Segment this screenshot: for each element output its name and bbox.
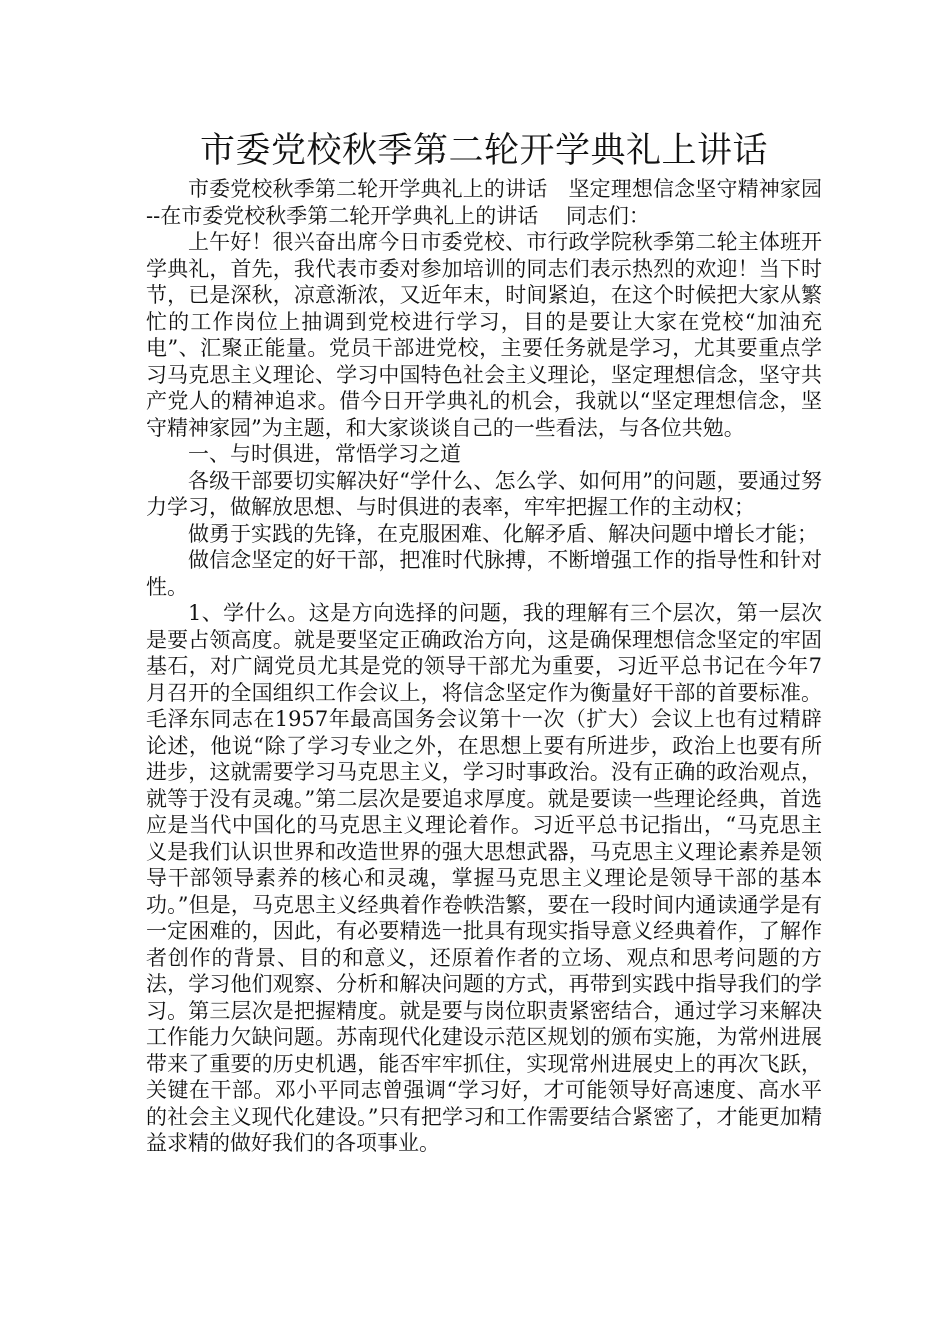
greeting-paragraph: 上午好！很兴奋出席今日市委党校、市行政学院秋季第二轮主体班开学典礼，首先，我代表市委对参加培训的同志们表示热烈的欢迎！当下时节，已是深秋，凉意渐浓，又近年末，时间紧迫，在这个时候把大家从繁忙的工作岗位上抽调到党校进行学习，目的是要让大家在党校“加油充电”、汇聚正能量。党员干部进党校，主要任务就是学习，尤其要重点学习马克思主义理论、学习中国特色社会主义理论，坚定理想信念，坚守共产党人的精神追求。借今日开学典礼的机会，我就以“坚定理想信念，坚守精神家园”为主题，和大家谈谈自己的一些看法，与各位共勉。 xyxy=(146,230,822,440)
intro-paragraph: 市委党校秋季第二轮开学典礼上的讲话 坚定理想信念坚守精神家园 --在市委党校秋季第二轮开学典礼上的讲话 同志们： xyxy=(146,177,822,228)
body-paragraph: 做信念坚定的好干部，把准时代脉搏，不断增强工作的指导性和针对性。 xyxy=(146,548,822,599)
document-title: 市委党校秋季第二轮开学典礼上讲话 xyxy=(199,131,768,171)
section-heading: 一、与时俱进，常悟学习之道 xyxy=(188,442,461,466)
body-paragraph: 各级干部要切实解决好“学什么、怎么学、如何用”的问题，要通过努力学习，做解放思想、与时俱进的表率，牢牢把握工作的主动权； xyxy=(146,468,822,519)
body-paragraph: 做勇于实践的先锋，在克服困难、化解矛盾、解决问题中增长才能； xyxy=(188,521,818,546)
document-page xyxy=(146,126,822,1157)
body-paragraph: 1、学什么。这是方向选择的问题，我的理解有三个层次，第一层次是要占领高度。就是要坚定正确政治方向，这是确保理想信念坚定的牢固基石，对广阔党员尤其是党的领导干部尤为重要，习近平总书记在今年7月召开的全国组织工作会议上，将信念坚定作为衡量好干部的首要标准。毛泽东同志在1957年最高国务会议第十一次（扩大）会议上也有过精辟论述，他说“除了学习专业之外，在思想上要有所进步，政治上也要有所进步，这就需要学习马克思主义，学习时事政治。没有正确的政治观点，就等于没有灵魂。”第二层次是要追求厚度。就是要读一些理论经典，首选应是当代中国化的马克思主义理论着作。习近平总书记指出，“马克思主义是我们认识世界和改造世界的强大思想武器，马克思主义理论素养是领导干部领导素养的核心和灵魂，掌握马克思主义理论是领导干部的基本功。”但是，马克思主义经典着作卷帙浩繁，要在一段时间内通读通学是有一定困难的，因此，有必要精选一批具有现实指导意义经典着作，了解作者创作的背景、目的和意义，还原着作者的立场、观点和思考问题的方法，学习他们观察、分析和解决问题的方式，再带到实践中指导我们的学习。第三层次是把握精度。就是要与岗位职责紧密结合，通过学习来解决工作能力欠缺问题。苏南现代化建设示范区规划的颁布实施，为常州进展带来了重要的历史机遇，能否牢牢抓住，实现常州进展史上的再次飞跃，关键在干部。邓小平同志曾强调“学习好，才可能领导好高速度、高水平的社会主义现代化建设。”只有把学习和工作需要结合紧密了，才能更加精益求精的做好我们的各项事业。 xyxy=(146,601,822,1155)
